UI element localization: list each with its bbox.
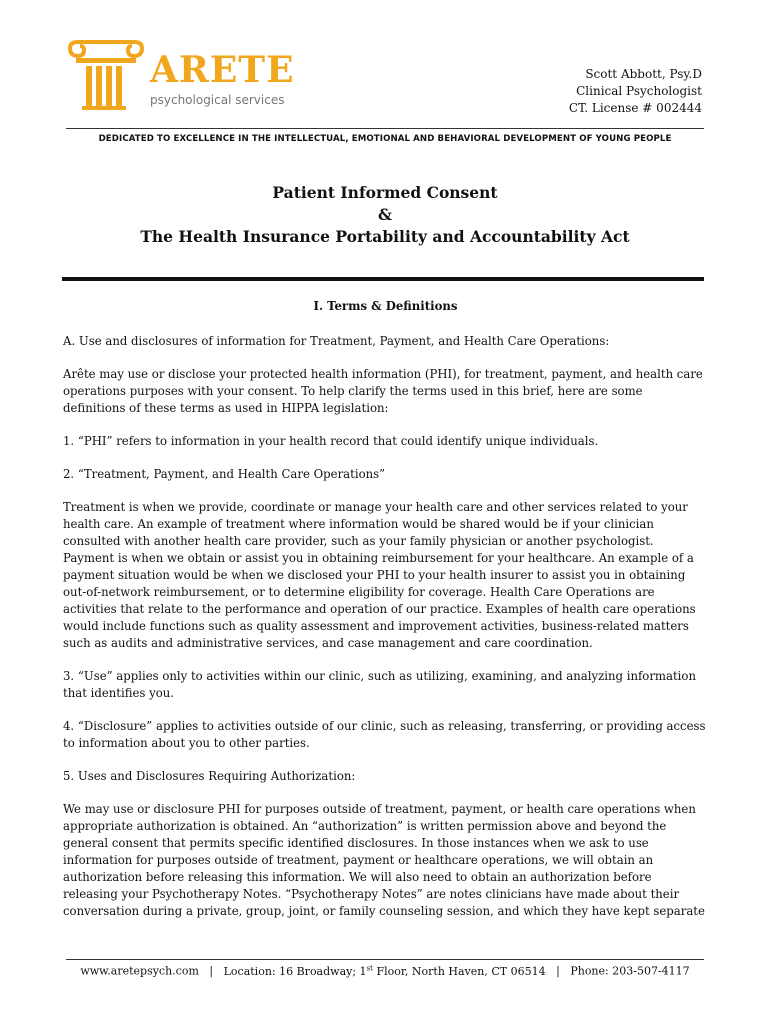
footer-location: Location: 16 Broadway; 1st Floor, North Haven, CT 06514	[223, 964, 546, 978]
provider-credentials	[569, 66, 702, 117]
header-divider	[66, 128, 704, 129]
footer-website: www.aretepsych.com	[80, 964, 199, 978]
footer-separator: |	[209, 964, 214, 978]
footer-divider	[66, 959, 704, 960]
mission-tagline: DEDICATED TO EXCELLENCE IN THE INTELLECTUAL, EMOTIONAL AND BEHAVIORAL DEVELOPMENT OF YOUNG PEOPLE	[98, 134, 672, 144]
paragraph-phi: 1. “PHI” refers to information in your health record that could identify unique individuals.	[63, 434, 599, 448]
footer-separator: |	[556, 964, 560, 978]
provider-license: CT. License # 002444	[568, 101, 702, 115]
provider-title: Clinical Psychologist	[576, 84, 702, 98]
provider-name: Scott Abbott, Psy.D	[585, 67, 702, 81]
logo-wordmark: ARETE	[150, 49, 295, 91]
paragraph-a: A. Use and disclosures of information for Treatment, Payment, and Health Care Operations:	[63, 334, 610, 348]
paragraph-tpo-heading: 2. “Treatment, Payment, and Health Care Operations”	[63, 467, 386, 481]
paragraph-authorization: We may use or disclosure PHI for purposes outside of treatment, payment, or health care operations when appropriate authorization is obtained. An “authorization” is written permission above and beyond the general consent that permits specific identified disclosures. In those instances when we ask to use information for purposes outside of treatment, payment or healthcare operations, we will obtain an authorization before releasing this information. We will also need to obtain an authorization before releasing your Psychotherapy Notes. “Psychotherapy Notes” are notes clinicians have made about their conversation during a private, group, joint, or family counseling session, and which they have kept separate	[63, 802, 705, 918]
arete-logo	[66, 40, 296, 112]
paragraph-authorization-heading: 5. Uses and Disclosures Requiring Authorization:	[63, 769, 356, 783]
paragraph-use: 3. “Use” applies only to activities within our clinic, such as utilizing, examining, and analyzing information that identifies you.	[63, 669, 696, 700]
section-heading: I. Terms & Definitions	[313, 299, 458, 313]
document-body	[63, 298, 708, 936]
paragraph-disclosure: 4. “Disclosure” applies to activities outside of our clinic, such as releasing, transferring, or providing access to information about you to other parties.	[63, 719, 706, 750]
title-line-2: &	[378, 205, 392, 224]
page-footer	[66, 964, 704, 978]
column-logo-icon	[66, 40, 146, 112]
footer-phone: Phone: 203-507-4117	[570, 964, 690, 978]
paragraph-tpo: Treatment is when we provide, coordinate or manage your health care and other services related to your health care. An example of treatment where information would be shared would be if your clinician consulted with another health care provider, such as your family physician or another psychologist. Payment is when we obtain or assist you in obtaining reimbursement for your healthcare. An example of a payment situation would be when we disclosed your PHI to your health insurer to assist you in obtaining out-of-network reimbursement, or to determine eligibility for coverage. Health Care Operations are activities that relate to the performance and operation of our practice. Examples of health care operations would include functions such as quality assessment and improvement activities, business-related matters such as audits and administrative services, and case management and care coordination.	[63, 500, 696, 650]
title-line-1: Patient Informed Consent	[272, 183, 498, 202]
paragraph-intro: Arête may use or disclose your protected health information (PHI), for treatment, payment, and health care operations purposes with your consent. To help clarify the terms used in this brief, here are some definitions of these terms as used in HIPPA legislation:	[63, 367, 703, 415]
title-divider	[62, 277, 704, 281]
document-title	[66, 182, 704, 248]
title-line-3: The Health Insurance Portability and Accountability Act	[140, 227, 630, 246]
logo-subtitle: psychological services	[150, 93, 285, 107]
